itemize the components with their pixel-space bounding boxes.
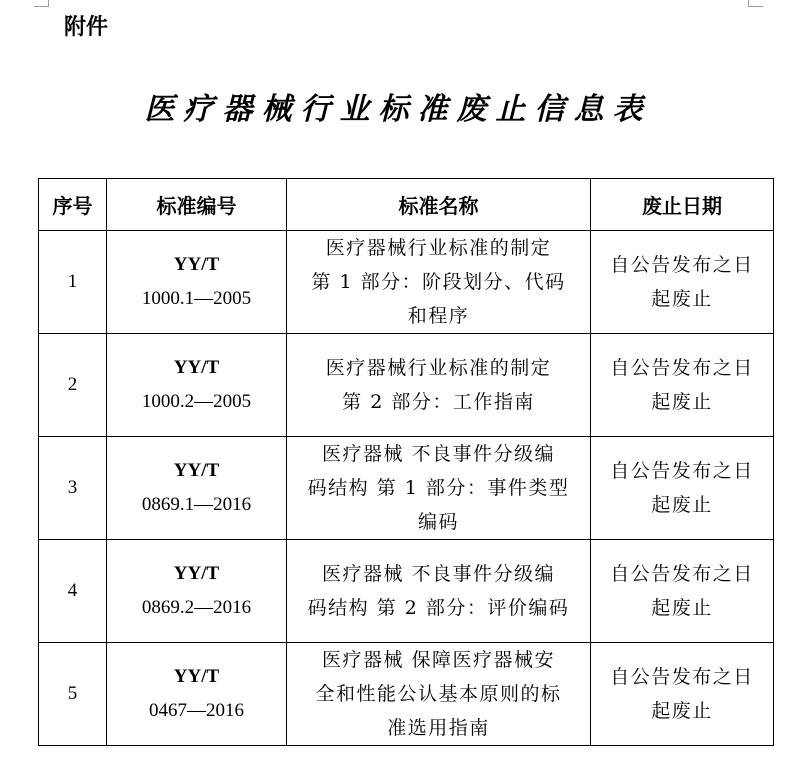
standard-name-line: 医疗器械 不良事件分级编 [321,443,556,465]
standard-code-cell [107,334,287,437]
abolish-date-cell [591,540,774,643]
table-body [39,231,774,746]
standard-name-line: 准选用指南 [387,717,490,739]
table-header-row [39,179,774,231]
standard-code-number: 0467—2016 [149,700,244,721]
standard-code-number: 0869.2—2016 [141,597,252,618]
header-name: 标准名称 [287,179,591,231]
abolish-date-line: 自公告发布之日 [610,666,754,688]
standard-name-line: 医疗器械行业标准的制定 [325,357,552,379]
header-no: 序号 [39,179,107,231]
standard-name-line: 医疗器械 不良事件分级编 [321,563,556,585]
standard-code-prefix: YY/T [173,666,220,687]
row-number: 3 [39,437,107,540]
header-date: 废止日期 [591,179,774,231]
table-row [39,437,774,540]
standard-name-line: 医疗器械行业标准的制定 [325,237,552,259]
abolish-date-cell [591,437,774,540]
abolish-date-line: 起废止 [651,288,713,310]
row-number: 5 [39,643,107,746]
standard-name-cell [287,540,591,643]
abolish-date-line: 自公告发布之日 [610,254,754,276]
standard-name-cell [287,334,591,437]
table-row [39,231,774,334]
abolish-date-line: 自公告发布之日 [610,563,754,585]
row-number: 4 [39,540,107,643]
standard-name-line: 第 2 部分：工作指南 [342,391,535,413]
standard-code-prefix: YY/T [173,563,220,584]
standard-code-prefix: YY/T [173,460,220,481]
attachment-label: 附件 [64,15,109,40]
standard-name-cell [287,231,591,334]
abolish-date-cell [591,334,774,437]
standard-code-prefix: YY/T [173,254,220,275]
page-corner-mark-right [748,0,763,7]
table-row [39,643,774,746]
standard-name-line: 全和性能公认基本原则的标 [315,683,562,705]
standard-name-line: 码结构 第 1 部分：事件类型 [307,477,570,499]
abolish-date-line: 起废止 [651,597,713,619]
table-row [39,540,774,643]
standard-code-prefix: YY/T [173,357,220,378]
abolish-date-cell [591,231,774,334]
table-row [39,334,774,437]
row-number: 2 [39,334,107,437]
header-code: 标准编号 [107,179,287,231]
standard-name-line: 医疗器械 保障医疗器械安 [321,649,556,671]
standard-name-line: 第 1 部分：阶段划分、代码 [311,271,566,293]
abolish-date-line: 自公告发布之日 [610,460,754,482]
standard-code-cell [107,540,287,643]
page-corner-mark-left [34,0,49,7]
standard-name-line: 码结构 第 2 部分：评价编码 [307,597,570,619]
standard-code-cell [107,643,287,746]
standards-table [38,178,774,746]
abolish-date-line: 起废止 [651,494,713,516]
abolish-date-line: 自公告发布之日 [610,357,754,379]
abolish-date-cell [591,643,774,746]
standard-code-number: 0869.1—2016 [141,494,252,515]
standard-code-cell [107,437,287,540]
abolish-date-line: 起废止 [651,391,713,413]
row-number: 1 [39,231,107,334]
standard-name-cell [287,643,591,746]
standard-code-number: 1000.2—2005 [141,391,252,412]
standard-name-cell [287,437,591,540]
standard-code-cell [107,231,287,334]
abolish-date-line: 起废止 [651,700,713,722]
standard-code-number: 1000.1—2005 [141,288,252,309]
document-title: 医疗器械行业标准废止信息表 [144,92,652,127]
standard-name-line: 和程序 [407,305,470,327]
standard-name-line: 编码 [417,511,459,533]
